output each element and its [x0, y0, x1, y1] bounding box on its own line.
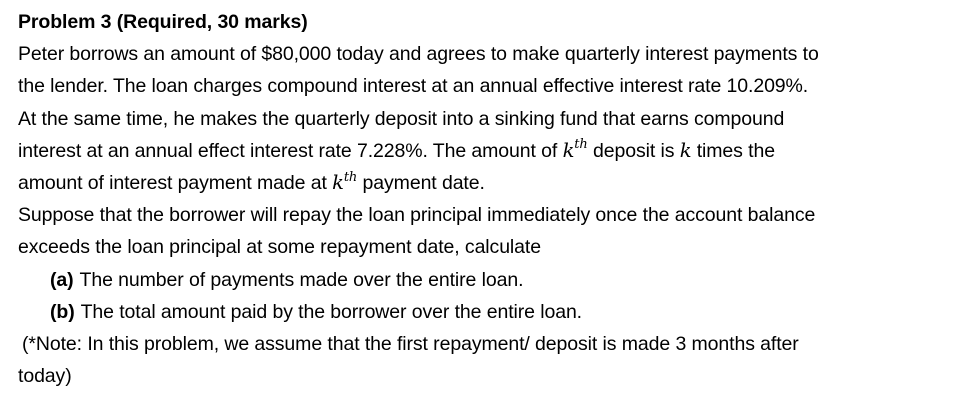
math-k: k	[332, 171, 344, 195]
note-line-1	[18, 328, 957, 360]
note-prefix: (*	[22, 333, 36, 356]
math-k: k	[562, 138, 575, 162]
note-label: Note:	[35, 333, 82, 356]
paragraph2-line-2: exceeds the loan principal at some repayment date, calculate	[18, 236, 541, 259]
note-text: In this problem, we assume that the first repayment/ deposit is made 3 months after	[82, 333, 799, 356]
math-k: k	[679, 138, 692, 162]
item-label-b: (b)	[50, 300, 75, 323]
problem-line-5	[18, 167, 957, 199]
problem-title: Problem 3 (Required, 30 marks)	[18, 11, 308, 33]
problem-line-2: the lender. The loan charges compound interest at an annual effective interest rate 10.209%.	[18, 75, 809, 98]
line5-end: payment date.	[357, 172, 485, 195]
line4-end: times the	[691, 139, 775, 162]
problem-line-4	[18, 135, 957, 167]
line4-mid: deposit is	[587, 139, 680, 162]
note-line-2: today)	[18, 365, 72, 388]
paragraph2-line-1: Suppose that the borrower will repay the loan principal immediately once the account balance	[18, 204, 816, 227]
item-text-a: The number of payments made over the entire loan.	[79, 268, 524, 291]
problem-line-1: Peter borrows an amount of $80,000 today and agrees to make quarterly interest payments to	[18, 43, 819, 66]
item-text-b: The total amount paid by the borrower over the entire loan.	[80, 300, 583, 323]
problem-line-3: At the same time, he makes the quarterly deposit into a sinking fund that earns compound	[18, 107, 785, 130]
line4-text: interest at an annual effect interest rate 7.228%. The amount of	[18, 139, 563, 162]
question-item-b	[18, 296, 957, 328]
math-superscript-th: th	[343, 169, 358, 185]
item-label-a: (a)	[50, 268, 74, 291]
math-superscript-th: th	[574, 137, 588, 153]
question-item-a	[18, 264, 957, 296]
line5-text: amount of interest payment made at	[18, 172, 333, 195]
